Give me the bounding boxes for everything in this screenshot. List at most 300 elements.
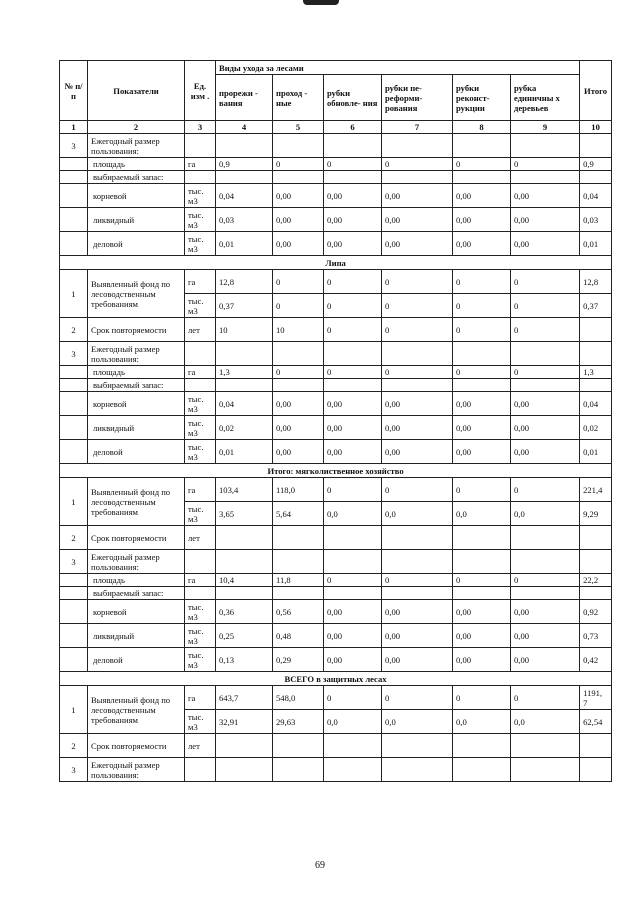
row-number [60, 600, 88, 624]
value-cell: 0,00 [453, 184, 511, 208]
col-unit-header: Ед. изм . [185, 61, 216, 121]
value-cell: 0,73 [580, 624, 612, 648]
value-cell: 0 [382, 294, 453, 318]
value-cell: 1191, 7 [580, 686, 612, 710]
value-cell: 0,00 [453, 440, 511, 464]
value-cell [216, 134, 273, 158]
value-cell [324, 734, 382, 758]
col-number: 7 [382, 121, 453, 134]
section-row [60, 464, 612, 478]
col-type-header: проход - ные [273, 75, 324, 121]
value-cell: 0 [453, 158, 511, 171]
row-number [60, 440, 88, 464]
value-cell [511, 758, 580, 782]
value-cell: 0 [511, 270, 580, 294]
value-cell [580, 342, 612, 366]
value-cell: 0,00 [382, 624, 453, 648]
value-cell [382, 587, 453, 600]
table-row [60, 526, 612, 550]
section-title: ВСЕГО в защитных лесах [60, 672, 612, 686]
value-cell: 0,00 [324, 208, 382, 232]
value-cell [453, 587, 511, 600]
value-cell [382, 342, 453, 366]
value-cell [382, 134, 453, 158]
table-row [60, 416, 612, 440]
row-unit: тыс. м3 [185, 648, 216, 672]
value-cell: 0,01 [580, 232, 612, 256]
value-cell: 0 [453, 686, 511, 710]
row-number [60, 208, 88, 232]
row-number [60, 379, 88, 392]
row-label: Выявленный фонд по лесоводственным требованиям [88, 270, 185, 318]
row-unit: лет [185, 734, 216, 758]
value-cell [511, 342, 580, 366]
row-label: ликвидный [88, 208, 185, 232]
row-label: Срок повторяемости [88, 526, 185, 550]
value-cell: 0,00 [382, 208, 453, 232]
row-number [60, 648, 88, 672]
row-number [60, 366, 88, 379]
col-indicator-header: Показатели [88, 61, 185, 121]
value-cell: 643,7 [216, 686, 273, 710]
table-row [60, 574, 612, 587]
row-unit [185, 171, 216, 184]
value-cell: 0,25 [216, 624, 273, 648]
row-unit: тыс. м3 [185, 392, 216, 416]
table-row [60, 134, 612, 158]
value-cell: 0,0 [382, 710, 453, 734]
value-cell [511, 734, 580, 758]
value-cell: 0 [453, 270, 511, 294]
table-row [60, 342, 612, 366]
value-cell: 0,0 [453, 710, 511, 734]
value-cell: 0,00 [382, 184, 453, 208]
table-row [60, 440, 612, 464]
row-unit: тыс. м3 [185, 710, 216, 734]
value-cell: 32,91 [216, 710, 273, 734]
column-numbers-row [60, 121, 612, 134]
value-cell: 0,00 [273, 392, 324, 416]
value-cell: 0,00 [273, 416, 324, 440]
value-cell: 0 [511, 478, 580, 502]
value-cell: 0,00 [273, 184, 324, 208]
col-total-header: Итого [580, 61, 612, 121]
value-cell: 9,29 [580, 502, 612, 526]
value-cell [324, 526, 382, 550]
row-number [60, 158, 88, 171]
value-cell: 0,01 [216, 232, 273, 256]
value-cell: 0,37 [580, 294, 612, 318]
row-label: корневой [88, 392, 185, 416]
value-cell: 0,00 [511, 392, 580, 416]
value-cell: 0 [511, 318, 580, 342]
row-unit: тыс. м3 [185, 502, 216, 526]
value-cell: 0,03 [216, 208, 273, 232]
value-cell: 0,56 [273, 600, 324, 624]
value-cell [453, 550, 511, 574]
value-cell: 12,8 [580, 270, 612, 294]
value-cell: 0,00 [324, 416, 382, 440]
value-cell [382, 758, 453, 782]
top-edge-mark [303, 0, 339, 5]
value-cell: 0,00 [511, 208, 580, 232]
value-cell: 0 [453, 294, 511, 318]
table-row [60, 648, 612, 672]
value-cell [324, 587, 382, 600]
value-cell: 10,4 [216, 574, 273, 587]
table-row [60, 624, 612, 648]
value-cell: 0 [453, 574, 511, 587]
care-types-group-header: Виды ухода за лесами [216, 61, 580, 75]
value-cell: 0,37 [216, 294, 273, 318]
value-cell [382, 526, 453, 550]
value-cell: 5,64 [273, 502, 324, 526]
value-cell: 0,02 [216, 416, 273, 440]
col-number: 6 [324, 121, 382, 134]
value-cell: 0,00 [382, 600, 453, 624]
value-cell: 0 [511, 158, 580, 171]
value-cell: 0,00 [382, 232, 453, 256]
table-header [60, 61, 612, 134]
row-unit: тыс. м3 [185, 208, 216, 232]
row-number [60, 392, 88, 416]
col-number: 5 [273, 121, 324, 134]
value-cell: 0,92 [580, 600, 612, 624]
value-cell: 0,00 [511, 648, 580, 672]
value-cell: 62,54 [580, 710, 612, 734]
value-cell: 0,04 [216, 184, 273, 208]
value-cell: 0,42 [580, 648, 612, 672]
value-cell [324, 171, 382, 184]
value-cell [511, 171, 580, 184]
value-cell [216, 758, 273, 782]
page-number: 69 [315, 860, 325, 871]
value-cell [273, 379, 324, 392]
value-cell: 0 [511, 686, 580, 710]
value-cell: 0 [273, 158, 324, 171]
row-label: Выявленный фонд по лесоводственным требованиям [88, 478, 185, 526]
row-unit: тыс. м3 [185, 440, 216, 464]
value-cell [580, 587, 612, 600]
value-cell: 0,36 [216, 600, 273, 624]
value-cell [216, 379, 273, 392]
value-cell: 12,8 [216, 270, 273, 294]
table-row [60, 379, 612, 392]
row-label: Ежегодный размер пользования: [88, 342, 185, 366]
row-label: деловой [88, 440, 185, 464]
value-cell: 0,00 [453, 600, 511, 624]
value-cell: 0,00 [382, 440, 453, 464]
value-cell [580, 379, 612, 392]
section-title: Итого: мягколиственное хозяйство [60, 464, 612, 478]
value-cell [382, 550, 453, 574]
row-number [60, 574, 88, 587]
value-cell [580, 318, 612, 342]
value-cell: 0,9 [580, 158, 612, 171]
value-cell [511, 587, 580, 600]
col-type-header: рубки реконст- рукции [453, 75, 511, 121]
col-number: 2 [88, 121, 185, 134]
value-cell: 0,00 [382, 416, 453, 440]
row-unit [185, 587, 216, 600]
table-row [60, 171, 612, 184]
row-label: Срок повторяемости [88, 734, 185, 758]
row-unit: тыс. м3 [185, 600, 216, 624]
value-cell: 0,04 [580, 392, 612, 416]
row-number: 3 [60, 758, 88, 782]
row-label: корневой [88, 184, 185, 208]
value-cell [382, 734, 453, 758]
section-title: Липа [60, 256, 612, 270]
row-number: 1 [60, 270, 88, 318]
col-number: 8 [453, 121, 511, 134]
value-cell: 10 [216, 318, 273, 342]
value-cell: 0,0 [324, 502, 382, 526]
value-cell [453, 734, 511, 758]
value-cell: 0,00 [453, 648, 511, 672]
value-cell [453, 379, 511, 392]
col-number: 9 [511, 121, 580, 134]
col-type-header: рубки пе- реформи- рования [382, 75, 453, 121]
value-cell: 118,0 [273, 478, 324, 502]
row-number: 3 [60, 342, 88, 366]
table-row [60, 758, 612, 782]
row-label: выбираемый запас: [88, 587, 185, 600]
value-cell: 0,9 [216, 158, 273, 171]
value-cell: 0 [273, 366, 324, 379]
value-cell: 0,00 [382, 392, 453, 416]
value-cell [324, 342, 382, 366]
value-cell: 0 [382, 270, 453, 294]
value-cell [511, 134, 580, 158]
table-row [60, 550, 612, 574]
table-row [60, 734, 612, 758]
value-cell: 0,00 [511, 440, 580, 464]
value-cell: 0 [453, 366, 511, 379]
value-cell [216, 734, 273, 758]
value-cell: 0 [511, 366, 580, 379]
row-unit: тыс. м3 [185, 294, 216, 318]
value-cell [511, 526, 580, 550]
value-cell: 221,4 [580, 478, 612, 502]
value-cell: 548,0 [273, 686, 324, 710]
value-cell: 0 [453, 478, 511, 502]
value-cell [580, 550, 612, 574]
row-label: Срок повторяемости [88, 318, 185, 342]
value-cell: 0 [382, 318, 453, 342]
value-cell: 0,29 [273, 648, 324, 672]
value-cell: 103,4 [216, 478, 273, 502]
value-cell [216, 526, 273, 550]
row-label: ликвидный [88, 416, 185, 440]
row-number: 1 [60, 478, 88, 526]
value-cell: 0,00 [511, 624, 580, 648]
row-label: Выявленный фонд по лесоводственным требованиям [88, 686, 185, 734]
section-row [60, 672, 612, 686]
value-cell [580, 134, 612, 158]
value-cell: 0 [324, 574, 382, 587]
value-cell: 0 [324, 366, 382, 379]
value-cell [324, 550, 382, 574]
value-cell [273, 342, 324, 366]
value-cell: 0,13 [216, 648, 273, 672]
table-row [60, 686, 612, 710]
value-cell: 0 [382, 366, 453, 379]
value-cell [382, 379, 453, 392]
value-cell [216, 550, 273, 574]
row-number [60, 184, 88, 208]
value-cell: 0 [324, 270, 382, 294]
value-cell [580, 526, 612, 550]
row-label: площадь [88, 574, 185, 587]
row-label: Ежегодный размер пользования: [88, 758, 185, 782]
col-type-header: рубка единичны х деревьев [511, 75, 580, 121]
value-cell: 22,2 [580, 574, 612, 587]
row-unit [185, 134, 216, 158]
row-label: деловой [88, 648, 185, 672]
row-label: выбираемый запас: [88, 379, 185, 392]
table-body [60, 134, 612, 782]
value-cell: 0,00 [324, 184, 382, 208]
value-cell: 0,03 [580, 208, 612, 232]
value-cell: 3,65 [216, 502, 273, 526]
value-cell [511, 550, 580, 574]
row-number: 3 [60, 134, 88, 158]
col-no-header: № п/п [60, 61, 88, 121]
value-cell: 29,63 [273, 710, 324, 734]
value-cell: 0,00 [511, 600, 580, 624]
row-label: площадь [88, 158, 185, 171]
table-row [60, 478, 612, 502]
col-type-header: рубки обновле- ния [324, 75, 382, 121]
value-cell [216, 171, 273, 184]
value-cell: 0,01 [580, 440, 612, 464]
value-cell: 0,0 [324, 710, 382, 734]
row-number: 2 [60, 734, 88, 758]
value-cell: 0,02 [580, 416, 612, 440]
value-cell [580, 171, 612, 184]
col-number: 4 [216, 121, 273, 134]
table-row [60, 184, 612, 208]
value-cell [273, 171, 324, 184]
col-number: 3 [185, 121, 216, 134]
value-cell [324, 134, 382, 158]
value-cell: 0,00 [324, 624, 382, 648]
table-row [60, 158, 612, 171]
value-cell: 0,00 [382, 648, 453, 672]
value-cell: 0 [511, 574, 580, 587]
forest-care-table [59, 60, 612, 782]
col-number: 10 [580, 121, 612, 134]
value-cell [511, 379, 580, 392]
value-cell: 0 [453, 318, 511, 342]
value-cell [324, 379, 382, 392]
value-cell: 0,0 [511, 502, 580, 526]
table-row [60, 392, 612, 416]
row-unit: лет [185, 318, 216, 342]
value-cell: 0,01 [216, 440, 273, 464]
row-unit: га [185, 686, 216, 710]
row-label: ликвидный [88, 624, 185, 648]
value-cell: 0 [273, 270, 324, 294]
row-unit: га [185, 574, 216, 587]
value-cell: 1,3 [216, 366, 273, 379]
value-cell: 0,00 [273, 208, 324, 232]
row-label: корневой [88, 600, 185, 624]
value-cell: 0,00 [324, 600, 382, 624]
value-cell: 0 [324, 158, 382, 171]
value-cell [382, 171, 453, 184]
table-row [60, 366, 612, 379]
row-unit: га [185, 478, 216, 502]
value-cell: 10 [273, 318, 324, 342]
row-label: площадь [88, 366, 185, 379]
row-unit: лет [185, 526, 216, 550]
row-number: 2 [60, 526, 88, 550]
value-cell [580, 734, 612, 758]
value-cell: 0,48 [273, 624, 324, 648]
value-cell: 0,04 [580, 184, 612, 208]
row-number [60, 416, 88, 440]
row-label: Ежегодный размер пользования: [88, 134, 185, 158]
table-row [60, 232, 612, 256]
value-cell: 0,00 [453, 624, 511, 648]
value-cell: 0 [324, 294, 382, 318]
row-unit: тыс. м3 [185, 416, 216, 440]
table-row [60, 318, 612, 342]
table-row [60, 270, 612, 294]
value-cell [273, 587, 324, 600]
row-unit: га [185, 270, 216, 294]
table-row [60, 587, 612, 600]
value-cell: 0 [324, 686, 382, 710]
value-cell: 0 [511, 294, 580, 318]
value-cell: 0,0 [453, 502, 511, 526]
row-unit [185, 379, 216, 392]
value-cell [273, 758, 324, 782]
value-cell: 11,8 [273, 574, 324, 587]
col-type-header: прорежи - вания [216, 75, 273, 121]
value-cell: 0,00 [324, 232, 382, 256]
value-cell [580, 758, 612, 782]
value-cell [324, 758, 382, 782]
value-cell: 0,00 [511, 184, 580, 208]
value-cell: 1,3 [580, 366, 612, 379]
table-row [60, 208, 612, 232]
value-cell [453, 758, 511, 782]
value-cell: 0,00 [511, 232, 580, 256]
value-cell: 0 [324, 318, 382, 342]
value-cell: 0 [273, 294, 324, 318]
row-number [60, 171, 88, 184]
row-unit [185, 342, 216, 366]
row-label: Ежегодный размер пользования: [88, 550, 185, 574]
table-row [60, 600, 612, 624]
value-cell: 0 [382, 686, 453, 710]
row-unit: тыс. м3 [185, 232, 216, 256]
value-cell [216, 342, 273, 366]
value-cell: 0,00 [324, 648, 382, 672]
row-number [60, 587, 88, 600]
row-unit [185, 550, 216, 574]
value-cell: 0,00 [273, 440, 324, 464]
row-number [60, 624, 88, 648]
value-cell: 0,00 [453, 416, 511, 440]
row-label: деловой [88, 232, 185, 256]
row-label: выбираемый запас: [88, 171, 185, 184]
value-cell: 0,00 [511, 416, 580, 440]
value-cell: 0,00 [453, 232, 511, 256]
